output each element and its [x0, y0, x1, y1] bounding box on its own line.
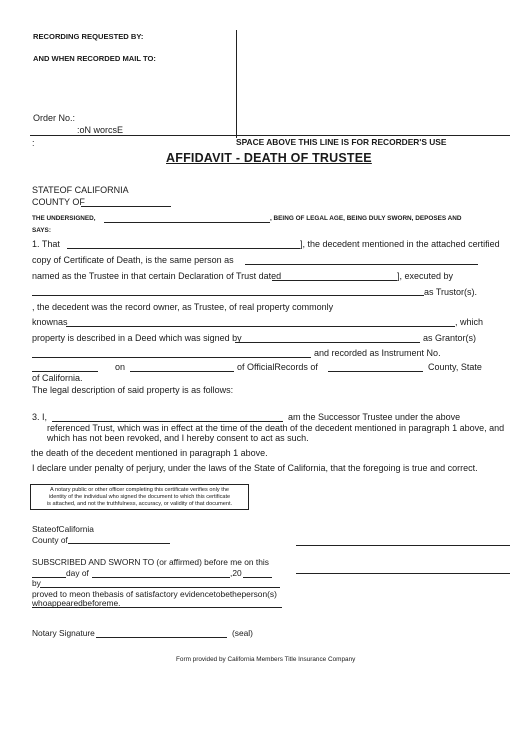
- notary-signature-field[interactable]: [96, 637, 227, 638]
- para3-i: 3. I,: [32, 412, 48, 422]
- document-title: AFFIDAVIT - DEATH OF TRUSTEE: [166, 151, 372, 165]
- knownas-label: knownas: [32, 317, 68, 327]
- recorder-box-divider: [236, 30, 237, 138]
- notary-state-label: StateofCalifornia: [32, 524, 94, 534]
- instrument-no-field[interactable]: [32, 371, 98, 372]
- which-text: , which: [455, 317, 484, 327]
- notary-signature-label: Notary Signature: [32, 628, 95, 638]
- form-footer: Form provided by California Members Title Insurance Company: [176, 656, 356, 663]
- recorder-colon: :: [32, 138, 35, 148]
- trust-date-field[interactable]: [272, 280, 397, 281]
- year-prefix: ,20: [230, 568, 242, 578]
- recording-requested-by-label: RECORDING REQUESTED BY:: [33, 32, 144, 41]
- grantors-field[interactable]: [235, 342, 420, 343]
- instrument-field[interactable]: [32, 357, 311, 358]
- as-grantors-text: as Grantor(s): [423, 333, 477, 343]
- subscribed-text: SUBSCRIBED AND SWORN TO (or affirmed) before me on this: [32, 557, 269, 567]
- para1-decedent-text: ], the decedent mentioned in the attached certified: [300, 239, 500, 249]
- seal-label: (seal): [232, 628, 253, 638]
- executed-by-text: ], executed by: [397, 271, 454, 281]
- para3-line2: referenced Trust, which was in effect at the time of the death of the decedent mentioned in paragraph 1 above, and: [47, 423, 505, 433]
- legal-age-text: , BEING OF LEGAL AGE, BEING DULY SWORN, DEPOSES AND: [270, 215, 462, 222]
- declare-text: I declare under penalty of perjury, under the laws of the State of California, that the foregoing is true and correct.: [32, 463, 478, 473]
- property-described-text: property is described in a Deed which was signed by: [32, 333, 242, 343]
- same-person-field[interactable]: [245, 264, 478, 265]
- when-recorded-mail-to-label: AND WHEN RECORDED MAIL TO:: [33, 54, 156, 63]
- notary-notice-line: is attached, and not the truthfulness, accuracy, or validity of that document.: [46, 501, 233, 507]
- order-no-label: Order No.:: [33, 113, 76, 123]
- undersigned-label: THE UNDERSIGNED,: [32, 215, 96, 222]
- of-california-text: of California.: [32, 373, 83, 383]
- county-field[interactable]: [81, 206, 171, 207]
- trustors-field[interactable]: [32, 295, 424, 296]
- named-trustee-text: named as the Trustee in that certain Declaration of Trust dated: [32, 271, 282, 281]
- affiant-signature-line-2[interactable]: [296, 573, 510, 574]
- says-label: SAYS:: [32, 227, 51, 234]
- notary-notice-line: identity of the individual who signed the document to which this certificate: [48, 494, 231, 500]
- by-name-field[interactable]: [40, 587, 280, 588]
- notary-notice-box: [30, 484, 249, 510]
- record-owner-text: , the decedent was the record owner, as Trustee, of real property commonly: [32, 302, 334, 312]
- space-above-note: SPACE ABOVE THIS LINE IS FOR RECORDER'S USE: [236, 137, 447, 147]
- recorded-date-field[interactable]: [130, 371, 234, 372]
- successor-trustee-text: am the Successor Trustee under the above: [288, 412, 461, 422]
- county-state-text: County, State: [428, 362, 482, 372]
- month-field[interactable]: [92, 577, 230, 578]
- day-of-text: day of: [66, 568, 89, 578]
- copy-cert-text: copy of Certificate of Death, is the same person as: [32, 255, 234, 265]
- on-text: on: [115, 362, 126, 372]
- appeared-underline: [32, 607, 282, 608]
- notary-county-field[interactable]: [68, 543, 170, 544]
- death-mentioned-text: the death of the decedent mentioned in paragraph 1 above.: [31, 448, 268, 458]
- para3-line3: which has not been revoked, and I hereby consent to act as such.: [47, 433, 309, 443]
- appeared-text: whoappearedbeforeme.: [32, 598, 121, 608]
- county-label: COUNTY OF: [32, 197, 85, 207]
- notary-notice-line: A notary public or other officer completing this certificate verifies only the: [50, 487, 229, 493]
- by-label: by: [32, 578, 41, 588]
- legal-description-text: The legal description of said property is as follows:: [32, 385, 234, 395]
- property-known-as-field[interactable]: [66, 326, 455, 327]
- para1-that: 1. That: [32, 239, 60, 249]
- state-label: STATEOF CALIFORNIA: [32, 185, 129, 195]
- proved-text: proved to meon thebasis of satisfactory evidencetobetheperson(s): [32, 589, 277, 599]
- recorded-instrument-text: and recorded as Instrument No.: [314, 348, 441, 358]
- affiant-signature-line-1[interactable]: [296, 545, 510, 546]
- as-trustors-text: as Trustor(s).: [424, 287, 478, 297]
- records-county-field[interactable]: [328, 371, 423, 372]
- official-records-text: of OfficialRecords of: [237, 362, 318, 372]
- successor-name-field[interactable]: [52, 421, 283, 422]
- escrow-no-label: :oN worcsE: [77, 125, 124, 135]
- year-field[interactable]: [243, 577, 272, 578]
- recorder-space-line: [30, 135, 510, 136]
- decedent-name-field[interactable]: [67, 248, 300, 249]
- notary-county-label: County of: [32, 535, 68, 545]
- undersigned-name-field[interactable]: [104, 222, 270, 223]
